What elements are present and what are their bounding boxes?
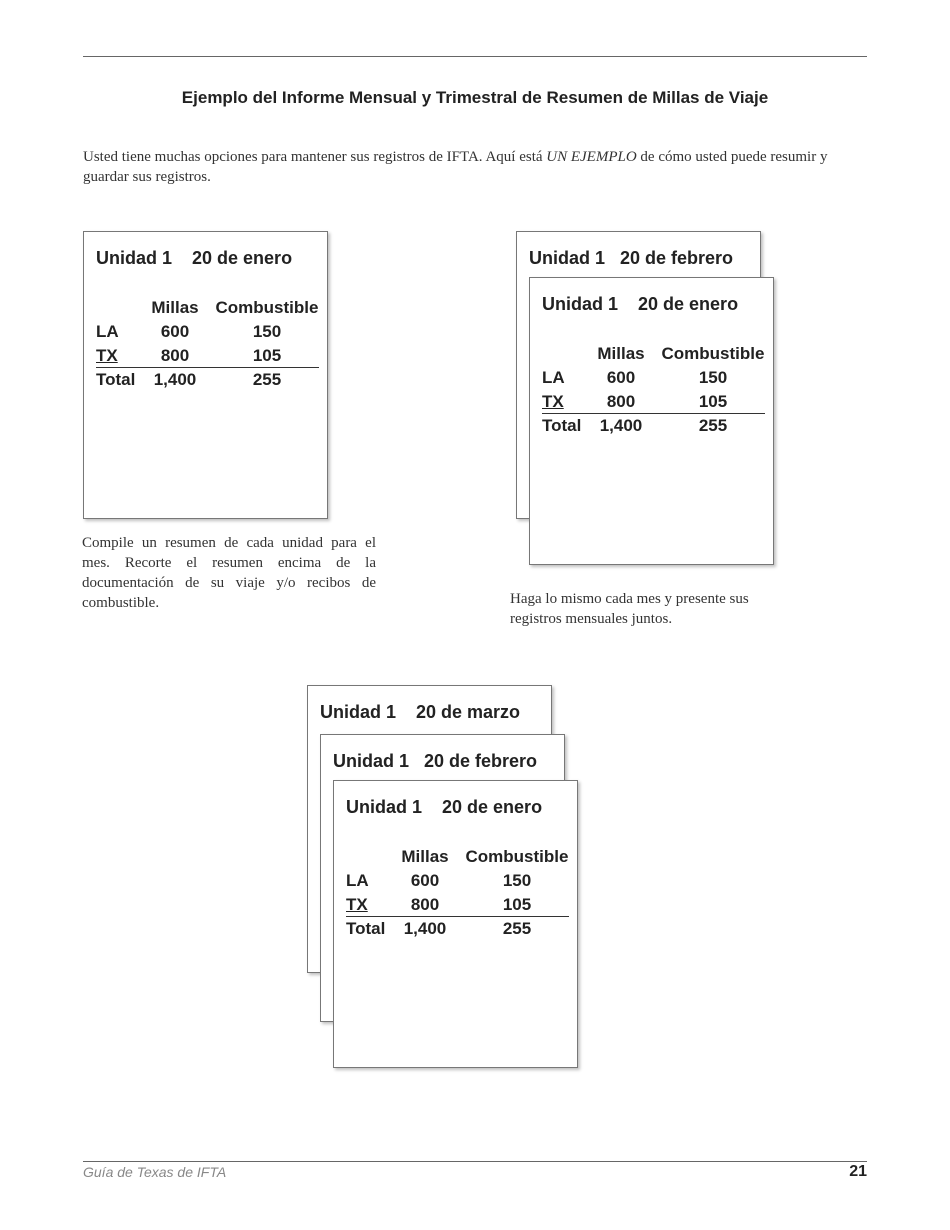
card-header: Unidad 1 20 de enero xyxy=(542,294,739,314)
intro-text-start: Usted tiene muchas opciones para mantener sus registros de IFTA. Aquí está xyxy=(83,149,547,165)
row-label: TX xyxy=(542,392,564,411)
combustible-value: 255 xyxy=(698,416,728,435)
millas-value: 800 xyxy=(160,346,190,365)
row-label: Total xyxy=(96,370,136,389)
intro-emphasis: UN EJEMPLO xyxy=(546,149,637,165)
row-label: Total xyxy=(542,416,582,435)
row-label: TX xyxy=(346,895,368,914)
summary-card-enero xyxy=(83,231,328,519)
combustible-value: 105 xyxy=(252,346,282,365)
table-row xyxy=(346,869,569,893)
page-number: 21 xyxy=(849,1163,867,1180)
table-row xyxy=(542,390,765,414)
summary-card-enero xyxy=(529,277,774,565)
intro-paragraph xyxy=(83,147,873,187)
combustible-value: 150 xyxy=(502,871,532,890)
table-header-row xyxy=(346,845,569,869)
col-combustible: Combustible xyxy=(661,344,765,363)
millas-value: 600 xyxy=(410,871,440,890)
combustible-value: 255 xyxy=(502,919,532,938)
card-header: Unidad 1 20 de febrero xyxy=(333,751,538,771)
footer-rule xyxy=(83,1161,867,1162)
table-row xyxy=(96,320,319,344)
row-label: LA xyxy=(96,322,119,341)
combustible-value: 255 xyxy=(252,370,282,389)
combustible-value: 150 xyxy=(252,322,282,341)
table-total-row xyxy=(542,414,765,438)
table-total-row xyxy=(346,917,569,941)
summary-table xyxy=(96,296,319,392)
table-row xyxy=(542,366,765,390)
row-label: LA xyxy=(542,368,565,387)
card-header: Unidad 1 20 de enero xyxy=(346,797,543,817)
card-header: Unidad 1 20 de febrero xyxy=(529,248,734,268)
col-millas: Millas xyxy=(151,298,199,317)
combustible-value: 150 xyxy=(698,368,728,387)
table-row xyxy=(346,893,569,917)
millas-value: 600 xyxy=(606,368,636,387)
card-header: Unidad 1 20 de enero xyxy=(96,248,293,268)
table-row xyxy=(96,344,319,368)
intro-text-end: de cómo usted puede resumir y guardar sus registros. xyxy=(83,149,828,185)
row-label: Total xyxy=(346,919,386,938)
summary-table xyxy=(542,342,765,438)
millas-value: 1,400 xyxy=(403,919,447,938)
footer-guide-title: Guía de Texas de IFTA xyxy=(83,1164,227,1180)
col-millas: Millas xyxy=(401,847,449,866)
combustible-value: 105 xyxy=(502,895,532,914)
table-header-row xyxy=(542,342,765,366)
table-header-row xyxy=(96,296,319,320)
combustible-value: 105 xyxy=(698,392,728,411)
row-label: LA xyxy=(346,871,369,890)
col-millas: Millas xyxy=(597,344,645,363)
millas-value: 800 xyxy=(410,895,440,914)
page-title: Ejemplo del Informe Mensual y Trimestral de Resumen de Millas de Viaje xyxy=(181,88,769,107)
millas-value: 600 xyxy=(160,322,190,341)
millas-value: 800 xyxy=(606,392,636,411)
table-total-row xyxy=(96,368,319,392)
summary-table xyxy=(346,845,569,941)
summary-card-enero xyxy=(333,780,578,1068)
caption-first: Compile un resumen de cada unidad para el mes. Recorte el resumen encima de la documentación de su viaje y/o recibos de combustible. xyxy=(82,535,376,611)
caption-second: Haga lo mismo cada mes y presente sus registros mensuales juntos. xyxy=(510,591,749,627)
row-label: TX xyxy=(96,346,118,365)
top-rule xyxy=(83,56,867,57)
millas-value: 1,400 xyxy=(599,416,643,435)
col-combustible: Combustible xyxy=(215,298,319,317)
col-combustible: Combustible xyxy=(465,847,569,866)
millas-value: 1,400 xyxy=(153,370,197,389)
card-header: Unidad 1 20 de marzo xyxy=(320,702,521,722)
